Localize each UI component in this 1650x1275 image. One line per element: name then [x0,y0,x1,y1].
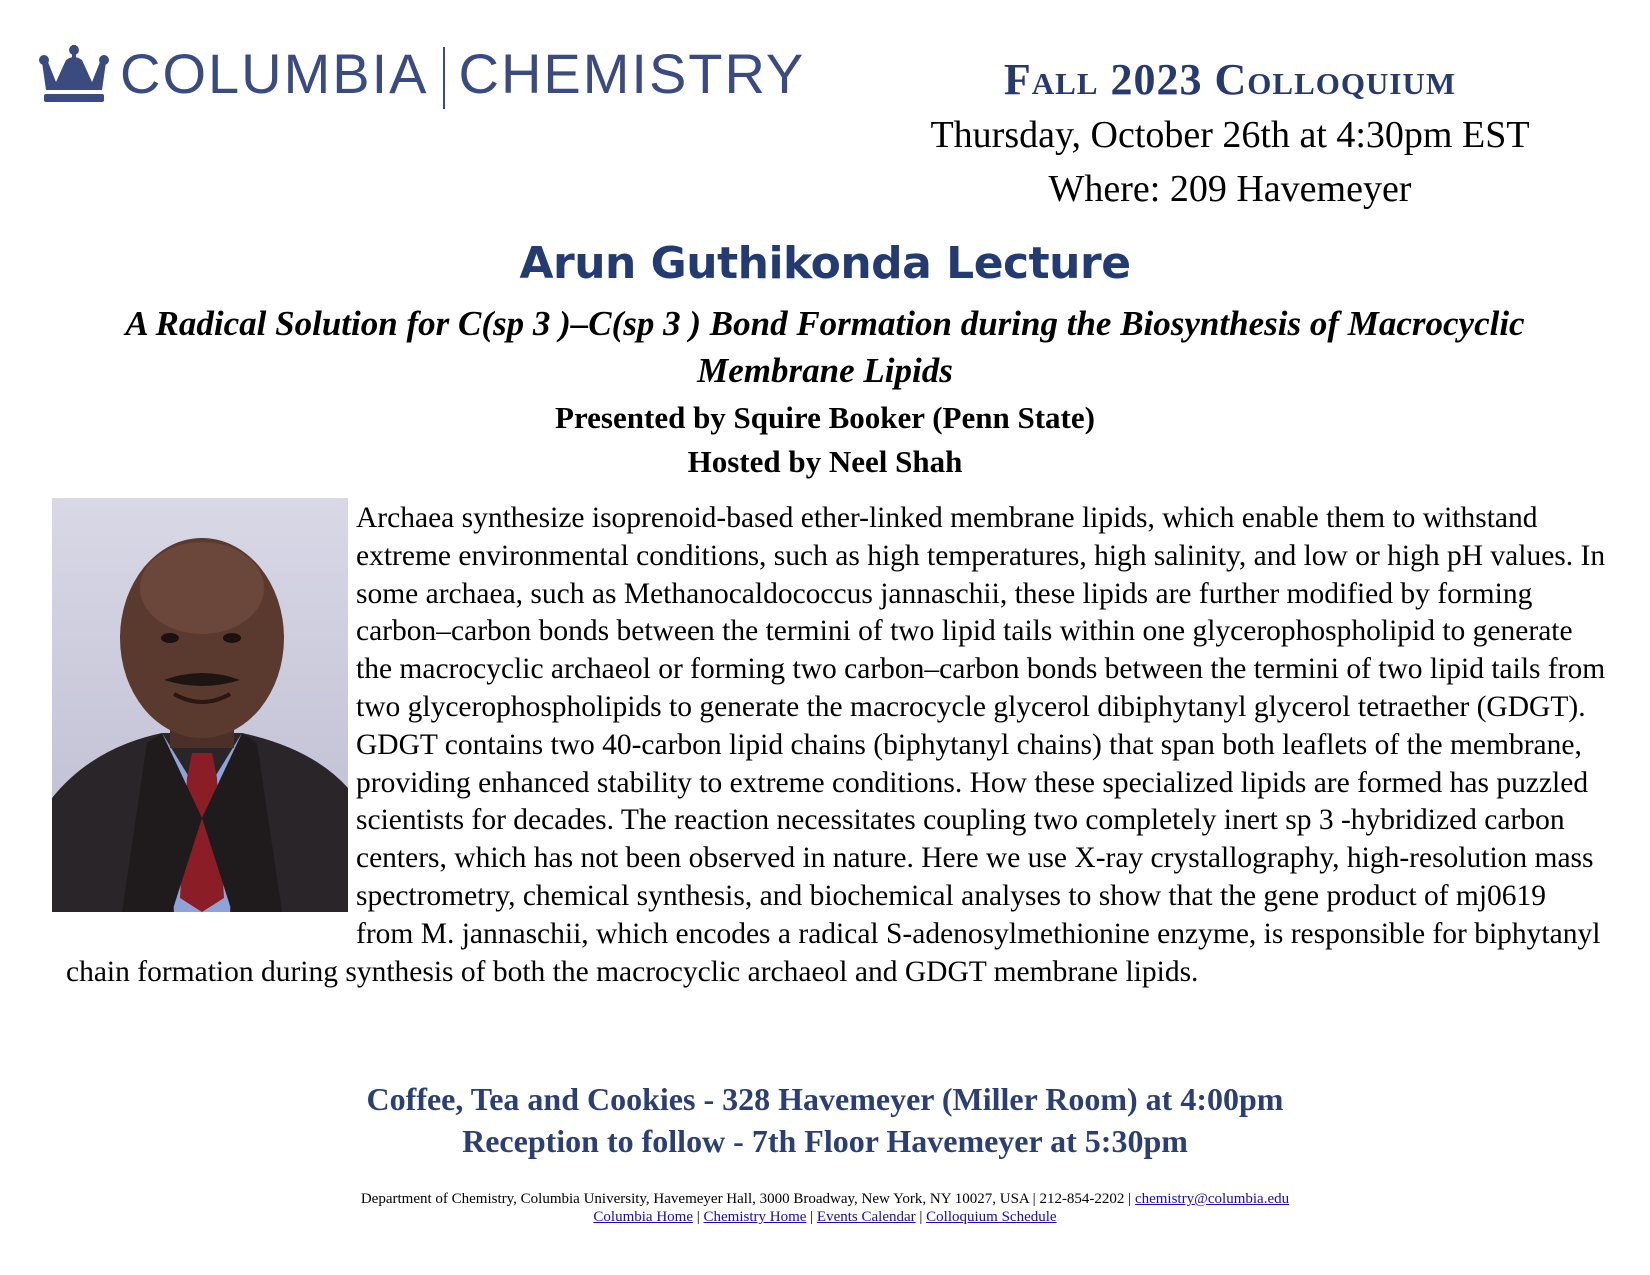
columbia-chemistry-logo [36,38,805,110]
link-colloquium-schedule[interactable]: Colloquium Schedule [926,1209,1057,1225]
abstract-body: Archaea synthesize isoprenoid-based ether-linked membrane lipids, which enable them to withstand extreme environmental conditions, such as high temperatures, high salinity, and low or high pH values. In some archaea, such as Methanocaldococcus jannaschii, these lipids are further modified by forming carbon–carbon bonds between the termini of two lipid tails within one glycerophospholipid to generate the macrocyclic archaeol or forming two carbon–carbon bonds between the termini of two lipid tails from two glycerophospholipids to generate the macrocycle glycerol dibiphytanyl glycerol tetraether (GDGT). GDGT contains two 40-carbon lipid chains (biphytanyl chains) that span both leaflets of the membrane, providing enhanced stability to extreme conditions. How these specialized lipids are formed has puzzled scientists for decades. The reaction necessitates coupling two completely inert sp 3 -hybridized carbon centers, which has not been observed in nature. Here we use X-ray crystallography, high-resolution mass spectrometry, chemical synthesis, and biochemical analyses to show that the gene product of mj0619 from M. jannaschii, which encodes a radical S-adenosylmethionine enzyme, is responsible for biphytanyl chain formation during synthesis of both the macrocyclic archaeol and GDGT membrane lipids. [66,502,1606,988]
reception-info: Reception to follow - 7th Floor Havemeyer at 5:30pm [462,1123,1188,1159]
logo-divider [443,47,445,109]
link-separator: | [810,1209,814,1225]
columbia-crown-icon [36,42,112,106]
events-info [0,1078,1650,1162]
footer [0,1190,1650,1226]
logo-columbia: COLUMBIA [120,42,429,105]
link-columbia-home[interactable]: Columbia Home [593,1209,693,1225]
event-location: Where: 209 Havemeyer [1048,168,1412,210]
footer-email-link[interactable]: chemistry@columbia.edu [1134,1191,1290,1207]
colloquium-info [860,52,1600,216]
presenter: Presented by Squire Booker (Penn State) [555,400,1095,435]
photo-float-spacer [66,500,356,920]
host: Hosted by Neel Shah [687,444,963,479]
colloquium-title: Fall 2023 Colloquium [1003,55,1457,104]
lecture-series-title: Arun Guthikonda Lecture [519,238,1131,289]
link-chemistry-home[interactable]: Chemistry Home [703,1209,807,1225]
link-separator: | [696,1209,700,1225]
footer-address: Department of Chemistry, Columbia University, Havemeyer Hall, 3000 Broadway, New York, NY 10027, USA | 212-854-2202 | [360,1191,1132,1207]
coffee-info: Coffee, Tea and Cookies - 328 Havemeyer (Miller Room) at 4:00pm [366,1081,1284,1117]
talk-title: A Radical Solution for C(sp 3 )–C(sp 3 ) Bond Formation during the Biosynthesis of Macrocyclic Membrane Lipids [125,304,1525,390]
footer-links [0,1208,1650,1226]
footer-address-line [0,1190,1650,1208]
logo-wordmark [120,38,805,110]
abstract-text [66,500,1606,991]
link-events-calendar[interactable]: Events Calendar [816,1209,916,1225]
link-separator: | [919,1209,923,1225]
event-date-time: Thursday, October 26th at 4:30pm EST [930,114,1530,156]
logo-chemistry: CHEMISTRY [458,42,806,105]
